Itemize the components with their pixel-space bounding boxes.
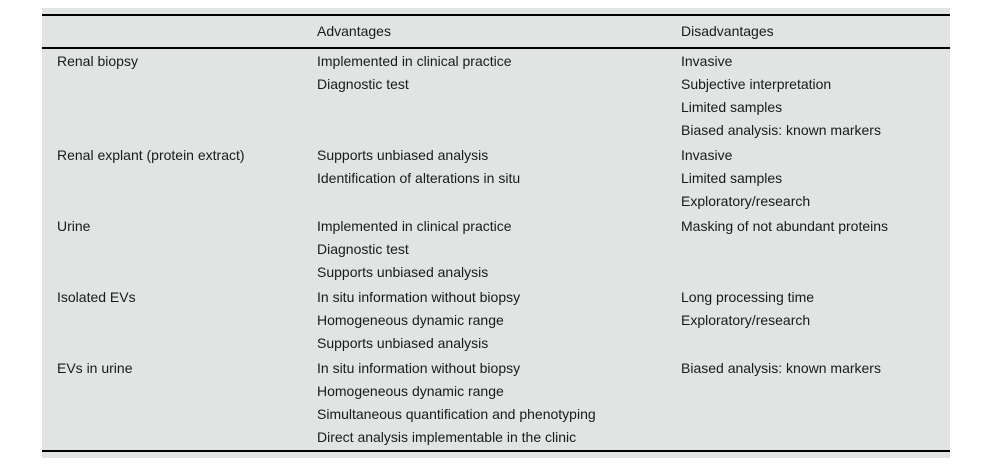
advantage-item: Diagnostic test bbox=[317, 241, 409, 257]
advantage-item: In situ information without biopsy bbox=[317, 360, 521, 376]
advantage-item: Implemented in clinical practice bbox=[317, 53, 512, 69]
advantages-cell bbox=[302, 356, 666, 451]
row-label: EVs in urine bbox=[57, 360, 133, 376]
advantages-cell bbox=[302, 143, 666, 214]
disadvantage-item: Biased analysis: known markers bbox=[681, 122, 881, 138]
row-label-cell bbox=[42, 143, 302, 214]
advantage-item: Simultaneous quantification and phenotyping bbox=[317, 406, 596, 422]
table-panel bbox=[42, 8, 950, 458]
row-label: Renal biopsy bbox=[57, 53, 138, 69]
row-label: Isolated EVs bbox=[57, 289, 136, 305]
column-header-advantages: Advantages bbox=[302, 15, 666, 48]
column-header-empty bbox=[42, 15, 302, 48]
row-label: Renal explant (protein extract) bbox=[57, 147, 245, 163]
advantage-item: Diagnostic test bbox=[317, 76, 409, 92]
advantages-cell bbox=[302, 285, 666, 356]
disadvantages-cell bbox=[666, 285, 950, 356]
row-label-cell bbox=[42, 285, 302, 356]
column-header-disadvantages: Disadvantages bbox=[666, 15, 950, 48]
disadvantages-cell bbox=[666, 356, 950, 451]
table-row-isolated-evs bbox=[42, 285, 950, 356]
disadvantage-item: Masking of not abundant proteins bbox=[681, 218, 889, 234]
advantage-item: Homogeneous dynamic range bbox=[317, 383, 504, 399]
disadvantage-item: Exploratory/research bbox=[681, 312, 811, 328]
table-row-renal-biopsy bbox=[42, 48, 950, 143]
advantage-item: Identification of alterations in situ bbox=[317, 170, 521, 186]
advantage-item: Direct analysis implementable in the clinic bbox=[317, 429, 577, 445]
advantage-item: Supports unbiased analysis bbox=[317, 335, 489, 351]
disadvantage-item: Invasive bbox=[681, 53, 733, 69]
row-label: Urine bbox=[57, 218, 91, 234]
advantage-item: Implemented in clinical practice bbox=[317, 218, 512, 234]
disadvantage-item: Invasive bbox=[681, 147, 733, 163]
disadvantage-item: Long processing time bbox=[681, 289, 815, 305]
disadvantage-item: Exploratory/research bbox=[681, 193, 811, 209]
advantage-item: Homogeneous dynamic range bbox=[317, 312, 504, 328]
disadvantages-cell bbox=[666, 214, 950, 285]
advantages-cell bbox=[302, 48, 666, 143]
advantage-item: Supports unbiased analysis bbox=[317, 147, 489, 163]
row-label-cell bbox=[42, 48, 302, 143]
advantages-cell bbox=[302, 214, 666, 285]
advantage-item: Supports unbiased analysis bbox=[317, 264, 489, 280]
comparison-table bbox=[42, 14, 950, 452]
table-row-evs-in-urine bbox=[42, 356, 950, 451]
disadvantage-item: Biased analysis: known markers bbox=[681, 360, 881, 376]
disadvantages-cell bbox=[666, 48, 950, 143]
table-row-urine bbox=[42, 214, 950, 285]
row-label-cell bbox=[42, 214, 302, 285]
disadvantages-cell bbox=[666, 143, 950, 214]
table-row-renal-explant bbox=[42, 143, 950, 214]
advantage-item: In situ information without biopsy bbox=[317, 289, 521, 305]
header-row bbox=[42, 15, 950, 48]
row-label-cell bbox=[42, 356, 302, 451]
disadvantage-item: Subjective interpretation bbox=[681, 76, 832, 92]
disadvantage-item: Limited samples bbox=[681, 99, 783, 115]
disadvantage-item: Limited samples bbox=[681, 170, 783, 186]
